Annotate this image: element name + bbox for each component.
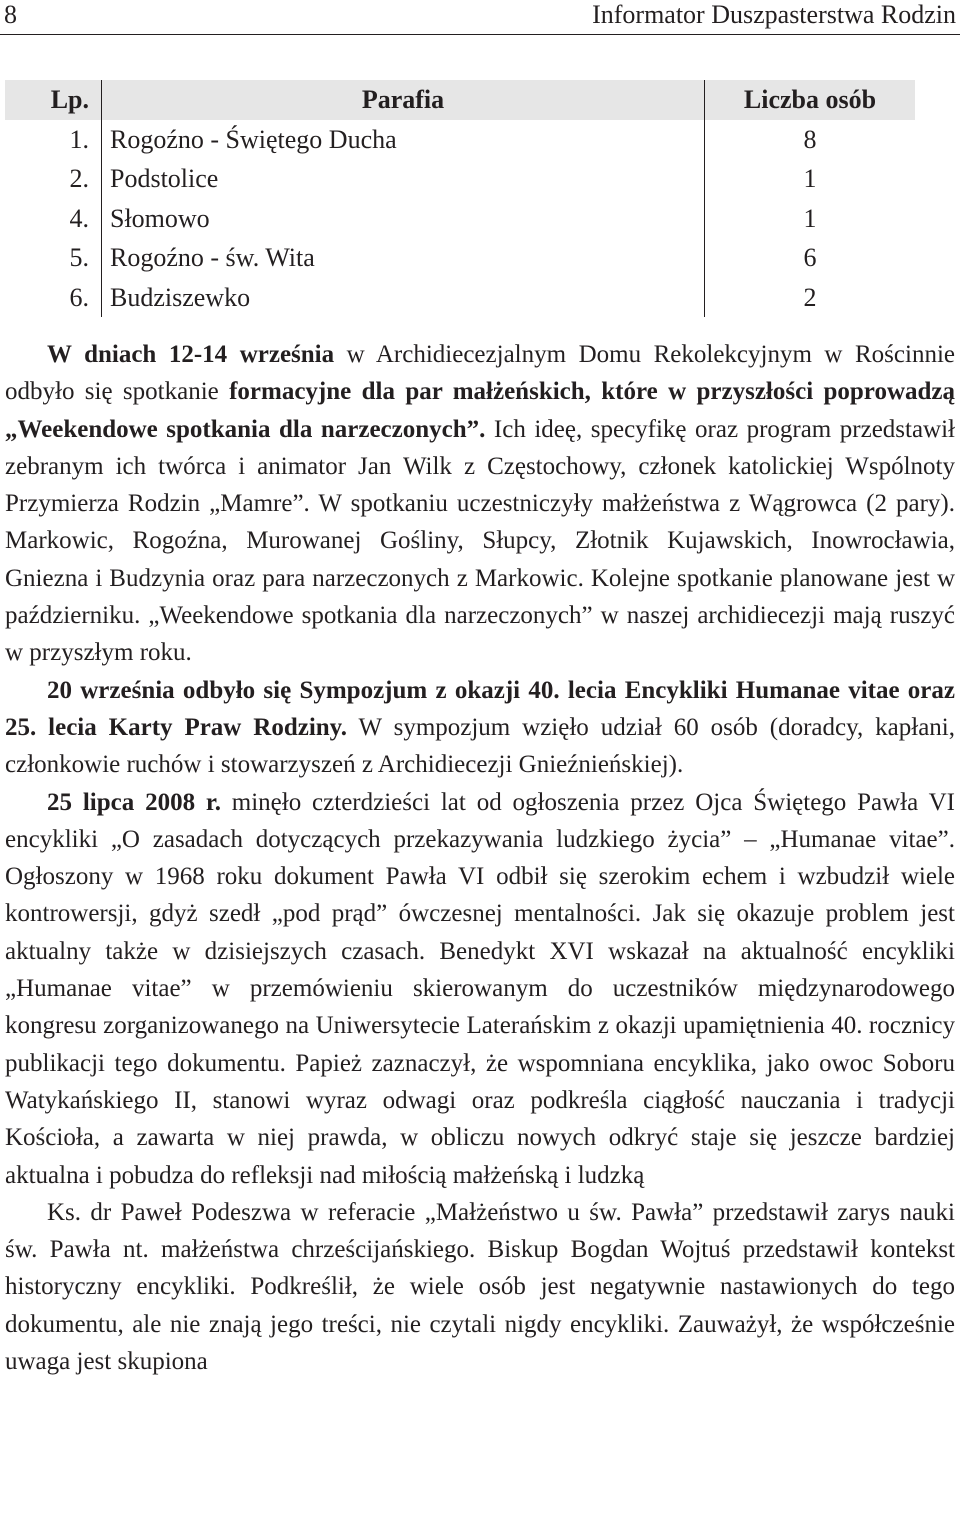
bold-phrase: 20 września odbyło się Sympozjum z okazji 40. lecia Encykliki Humanae vitae oraz 25. lecia Karty Praw Rodziny. bbox=[5, 676, 955, 741]
table-row bbox=[5, 120, 915, 160]
col-header-liczba: Liczba osób bbox=[704, 80, 915, 120]
cell-liczba: 1 bbox=[704, 159, 915, 199]
bold-phrase: formacyjne dla par małżeńskich, które w przyszłości poprowadzą „Weekendowe spotkania dla narzeczonych”. bbox=[5, 378, 955, 443]
cell-lp: 2. bbox=[69, 164, 89, 193]
table-row bbox=[5, 159, 915, 199]
cell-lp: 4. bbox=[69, 203, 89, 233]
cell-liczba: 1 bbox=[704, 199, 915, 239]
bold-date-phrase: W dniach 12-14 września bbox=[47, 341, 335, 368]
table-row bbox=[5, 199, 915, 239]
running-header bbox=[0, 0, 960, 36]
cell-liczba: 2 bbox=[704, 278, 915, 318]
col-header-lp: Lp. bbox=[50, 85, 89, 114]
paragraph-humanae-vitae: 25 lipca 2008 r. minęło czterdzieści lat od ogłoszenia przez Ojca Świętego Pawła VI encykliki „O zasadach dotyczących przekazywania ludzkiego życia” – „Humanae vitae”. Ogłoszony w 1968 roku dokument Pawła VI odbił się szerokim echem i wzbudził wiele kontrowersji, gdyż szedł „pod prąd” ówczesnej mentalności. Jak się okazuje problem jest aktualny także w dzisiejszych czasach. Benedykt XVI wskazał na aktualność encykliki „Humanae vitae” w przemówieniu skierowanym do uczestników międzynarodowego kongresu zorganizowanego na Uniwersytecie Laterańskim z okazji upamiętnienia 40. rocznicy publikacji tego dokumentu. Papież zaznaczył, że wspomniana encyklika, jako owoc Soboru Watykańskiego II, stanowi wyraz odwagi oraz podkreśla ciągłość nauczania i tradycji Kościoła, a zawarta w niej prawda, w obliczu nowych odkryć staje się jeszcze bardziej aktualna i pobudza do refleksji nad miłością małżeńską i ludzką bbox=[5, 788, 955, 1189]
cell-parafia: Słomowo bbox=[110, 203, 210, 233]
cell-liczba: 8 bbox=[704, 120, 915, 160]
bold-date-phrase: 25 lipca 2008 r. bbox=[47, 788, 221, 816]
article-body bbox=[5, 336, 955, 1380]
paragraph-formation-meeting: W dniach 12-14 września w Archidiecezjalnym Domu Rekolekcyjnym w Rościnnie odbyło się spotkanie formacyjne dla par małżeńskich, które w przyszłości poprowadzą „Weekendowe spotkania dla narzeczonych”. Ich ideę, specyfikę oraz program przedstawił zebranym ich twórca i animator Jan Wilk z Częstochowy, członek katolickiej Wspólnoty Przymierza Rodzin „Mamre”. W spotkaniu uczestniczyły małżeństwa z Wągrowca (2 pary). Markowic, Rogoźna, Murowanej Gośliny, Słupcy, Złotnik Kujawskich, Inowrocławia, Gniezna i Budzynia oraz para narzeczonych z Markowic. Kolejne spotkanie planowane jest w październiku. „Weekendowe spotkania dla narzeczonych” w naszej archidiecezji mają ruszyć w przyszłym roku. bbox=[5, 341, 956, 667]
cell-lp: 6. bbox=[69, 282, 89, 312]
cell-lp: 1. bbox=[69, 124, 89, 154]
cell-lp: 5. bbox=[69, 243, 89, 272]
cell-parafia: Podstolice bbox=[110, 164, 219, 193]
header-rule bbox=[0, 34, 960, 35]
col-header-parafia: Parafia bbox=[361, 85, 445, 114]
paragraph-lecture: Ks. dr Paweł Podeszwa w referacie „Małżeństwo u św. Pawła” przedstawił zarys nauki św. Pawła nt. małżeństwa chrześcijańskiego. Biskup Bogdan Wojtuś przedstawił kontekst historyczny encykliki. Podkreślił, że wiele osób jest negatywnie nastawionych do tego dokumentu, ale nie znają jego treści, nie czytali nigdy encykliki. Zauważył, że współcześnie uwaga jest skupiona bbox=[5, 1198, 955, 1376]
cell-parafia: Rogoźno - Świętego Ducha bbox=[110, 124, 397, 154]
table-row bbox=[5, 238, 915, 278]
parish-table bbox=[5, 80, 915, 317]
cell-liczba: 6 bbox=[704, 238, 915, 278]
paragraph-symposium: 20 września odbyło się Sympozjum z okazji 40. lecia Encykliki Humanae vitae oraz 25. lecia Karty Praw Rodziny. W sympozjum wzięło udział 60 osób (doradcy, kapłani, członkowie ruchów i stowarzyszeń z Archidiecezji Gnieźnieńskiej). bbox=[5, 676, 955, 779]
cell-parafia: Rogoźno - św. Wita bbox=[110, 243, 315, 272]
cell-parafia: Budziszewko bbox=[110, 282, 251, 312]
page-number: 8 bbox=[4, 0, 17, 29]
table-row bbox=[5, 278, 915, 318]
table-header-row bbox=[5, 80, 915, 120]
publication-title: Informator Duszpasterstwa Rodzin bbox=[592, 0, 956, 29]
